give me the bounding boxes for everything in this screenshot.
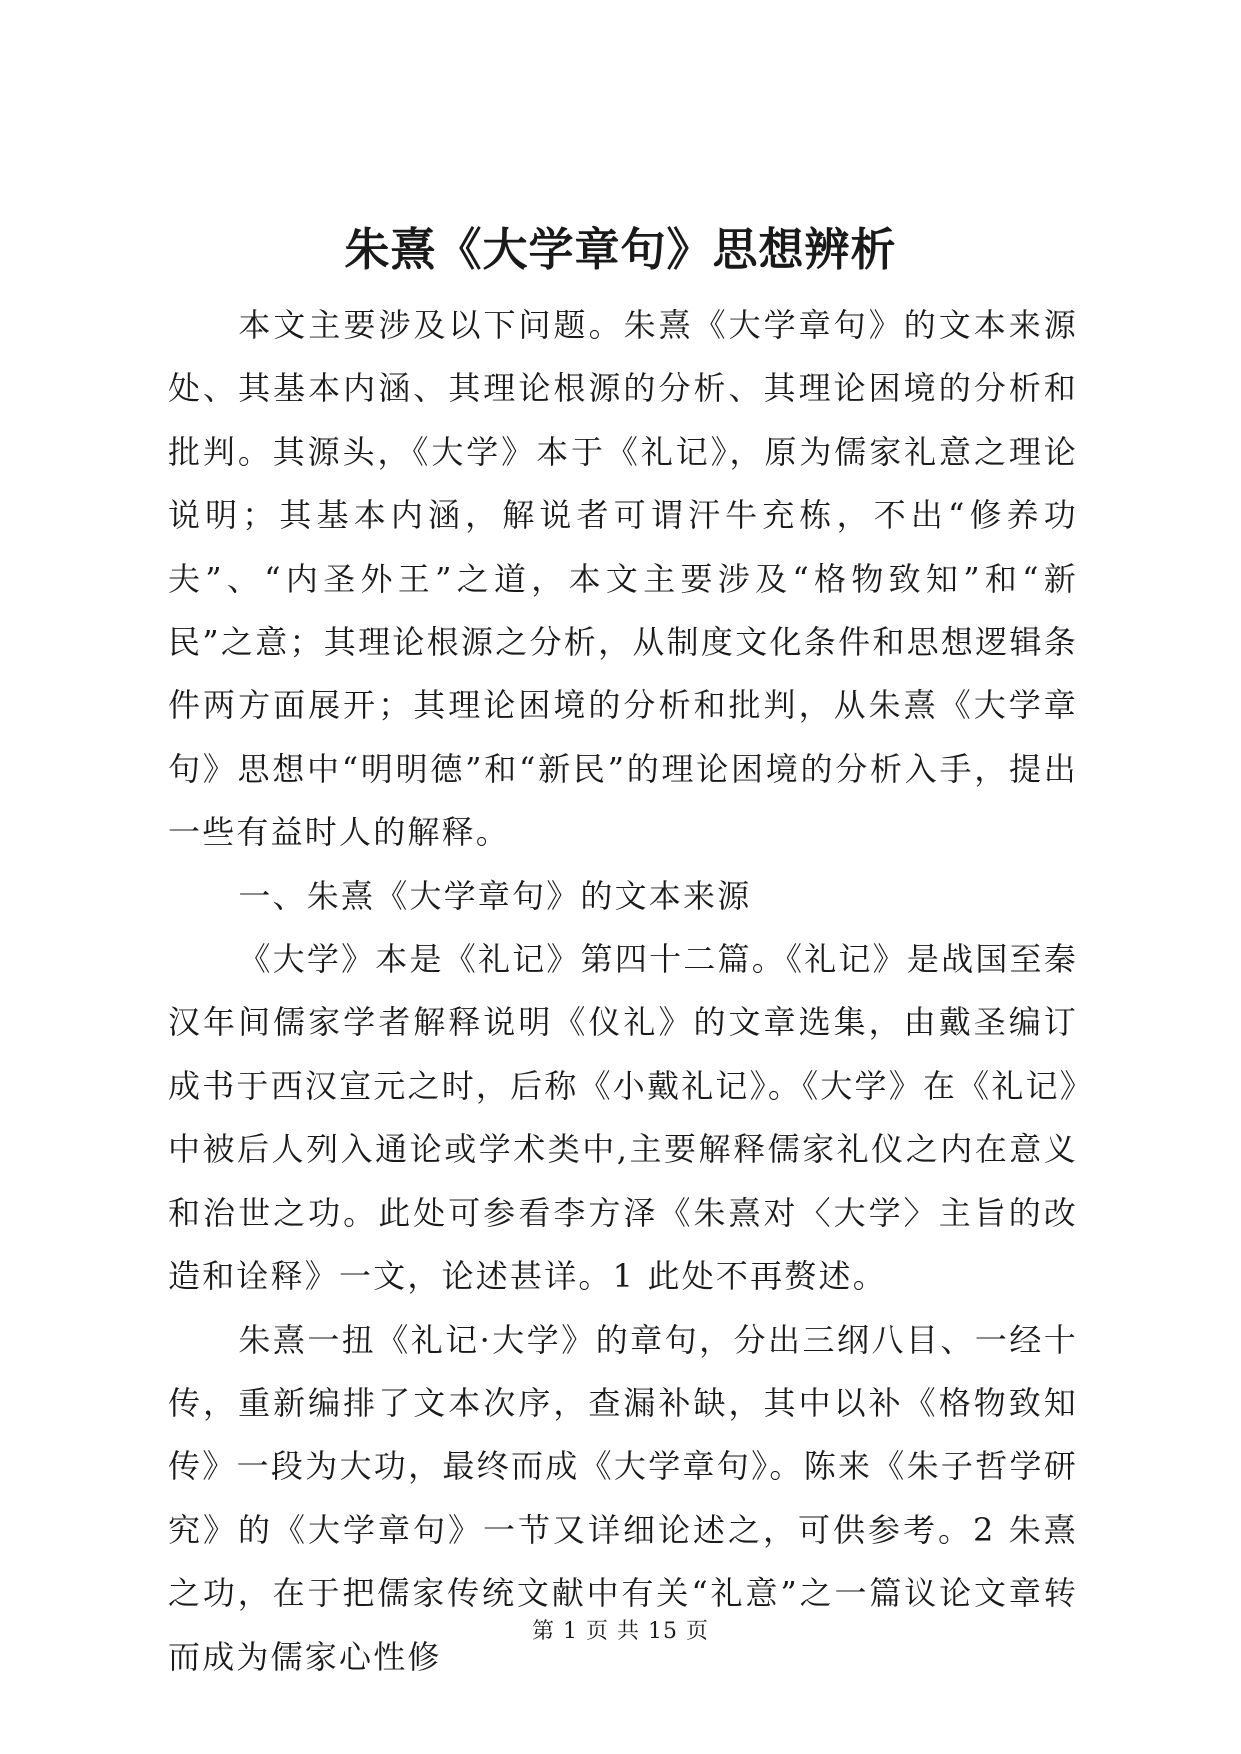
document-title: 朱熹《大学章句》思想辨析: [344, 223, 897, 276]
paragraph-daxue-origin: 《大学》本是《礼记》第四十二篇。《礼记》是战国至秦汉年间儒家学者解释说明《仪礼》的文章选集，由戴圣编订成书于西汉宣元之时，后称《小戴礼记》。《大学》在《礼记》中被后人列入通论或学术类中,主要解释儒家礼仪之内在意义和治世之功。此处可参看李方泽《朱熹对〈大学〉主旨的改造和诠释》一文，论述甚详。1 此处不再赘述。: [168, 940, 1078, 1296]
section-heading-1: 一、朱熹《大学章句》的文本来源: [238, 876, 752, 915]
document-body: [168, 294, 1078, 1689]
paragraph-intro: 本文主要涉及以下问题。朱熹《大学章句》的文本来源处、其基本内涵、其理论根源的分析、其理论困境的分析和批判。其源头，《大学》本于《礼记》，原为儒家礼意之理论说明；其基本内涵，解说者可谓汗牛充栋，不出“修养功夫”、“内圣外王”之道，本文主要涉及“格物致知”和“新民”之意；其理论根源之分析，从制度文化条件和思想逻辑条件两方面展开；其理论困境的分析和批判，从朱熹《大学章句》思想中“明明德”和“新民”的理论困境的分析入手，提出一些有益时人的解释。: [168, 306, 1078, 852]
page-number-footer: 第 1 页 共 15 页: [532, 1619, 709, 1644]
paragraph-zhuxi-edit: 朱熹一扭《礼记·大学》的章句，分出三纲八目、一经十传，重新编排了文本次序，查漏补缺，其中以补《格物致知传》一段为大功，最终而成《大学章句》。陈来《朱子哲学研究》的《大学章句》一节又详细论述之，可供参考。2 朱熹之功，在于把儒家传统文献中有关“礼意”之一篇议论文章转而成为儒家心性修: [168, 1320, 1078, 1676]
